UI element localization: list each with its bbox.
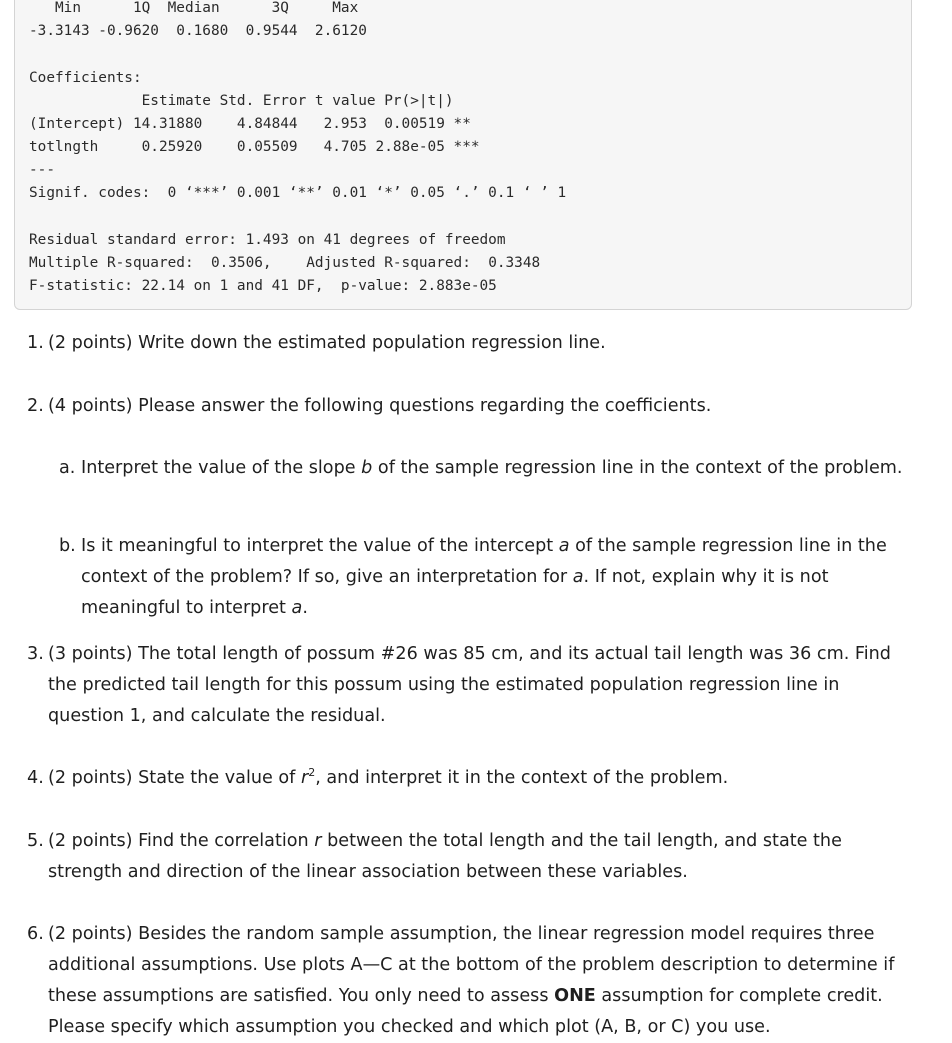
question-2-number: 2. xyxy=(27,396,44,416)
question-6-number: 6. xyxy=(27,924,44,944)
intercept-variable: a xyxy=(558,536,570,556)
question-3-number: 3. xyxy=(27,644,44,664)
question-3 xyxy=(27,639,917,732)
residual-quantile-header: Min 1Q Median 3Q Max xyxy=(29,0,367,16)
question-3-text: (3 points) The total length of possum #26 was 85 cm, and its actual tail length was 36 cm. Find the predicted tail length for this possum using the estimated population regression line in question 1, and calculate the residual. xyxy=(48,644,891,726)
coefficient-row-totlngth: totlngth 0.25920 0.05509 4.705 2.88e-05 *** xyxy=(29,139,480,155)
question-4-text: (2 points) State the value of $r^2$, and interpret it in the context of the problem. xyxy=(48,766,729,788)
intercept-variable: a xyxy=(572,567,584,587)
coefficients-label: Coefficients: xyxy=(29,70,142,86)
multiple-r-squared: Multiple R-squared: 0.3506, xyxy=(29,255,272,271)
question-2b-text: Is it meaningful to interpret the value of the intercept a of the sample regression line in the context of the problem? If so, give an interpretation for a. If not, explain why it is not meaningful to interpret a. xyxy=(81,536,887,618)
question-2 xyxy=(27,391,917,422)
question-4-number: 4. xyxy=(27,768,44,788)
intercept-variable: a xyxy=(291,598,303,618)
r-variable: r xyxy=(314,831,322,851)
question-1-text: (2 points) Write down the estimated population regression line. xyxy=(48,333,606,353)
question-6 xyxy=(27,919,917,1043)
question-2a-text: Interpret the value of the slope b of the sample regression line in the context of the problem. xyxy=(81,458,903,478)
question-2b-number: b. xyxy=(59,536,76,556)
question-4 xyxy=(27,763,917,794)
coefficient-table-header: Estimate Std. Error t value Pr(>|t|) xyxy=(29,93,489,109)
adjusted-r-squared: Adjusted R-squared: 0.3348 xyxy=(271,255,549,271)
question-2b xyxy=(59,531,911,624)
f-statistic-line: F-statistic: 22.14 on 1 and 41 DF, p-value: 2.883e-05 xyxy=(29,278,497,294)
question-2-text: (4 points) Please answer the following questions regarding the coefficients. xyxy=(48,396,712,416)
question-1-number: 1. xyxy=(27,333,44,353)
signif-codes-line: Signif. codes: 0 ‘***’ 0.001 ‘**’ 0.01 ‘*’ 0.05 ‘.’ 0.1 ‘ ’ 1 xyxy=(29,185,567,201)
question-5 xyxy=(27,826,917,888)
question-5-number: 5. xyxy=(27,831,44,851)
separator-line: --- xyxy=(29,162,55,178)
question-6-text: (2 points) Besides the random sample assumption, the linear regression model requires three additional assumptions. Use plots A—C at the bottom of the problem description to determine if these assumptions are satisfied. You only need to assess ONE assumption for complete credit. Please specify which assumption you checked and which plot (A, B, or C) you use. xyxy=(48,924,895,1037)
slope-variable: b xyxy=(361,458,373,478)
coefficient-row-intercept: (Intercept) 14.31880 4.84844 2.953 0.00519 ** xyxy=(29,116,480,132)
question-2a xyxy=(59,453,911,484)
squared-superscript: 2 xyxy=(308,766,316,780)
r-variable: r xyxy=(300,768,309,788)
residual-standard-error-line: Residual standard error: 1.493 on 41 degrees of freedom xyxy=(29,232,506,248)
residual-quantile-values: -3.3143 -0.9620 0.1680 0.9544 2.6120 xyxy=(29,23,376,39)
question-5-text: (2 points) Find the correlation r between the total length and the tail length, and state the strength and direction of the linear association between these variables. xyxy=(48,831,842,882)
r-squared-line xyxy=(29,254,549,272)
r-output-block xyxy=(14,0,912,310)
question-1 xyxy=(27,328,917,359)
emphasis-one: ONE xyxy=(554,986,596,1006)
question-2a-number: a. xyxy=(59,458,76,478)
